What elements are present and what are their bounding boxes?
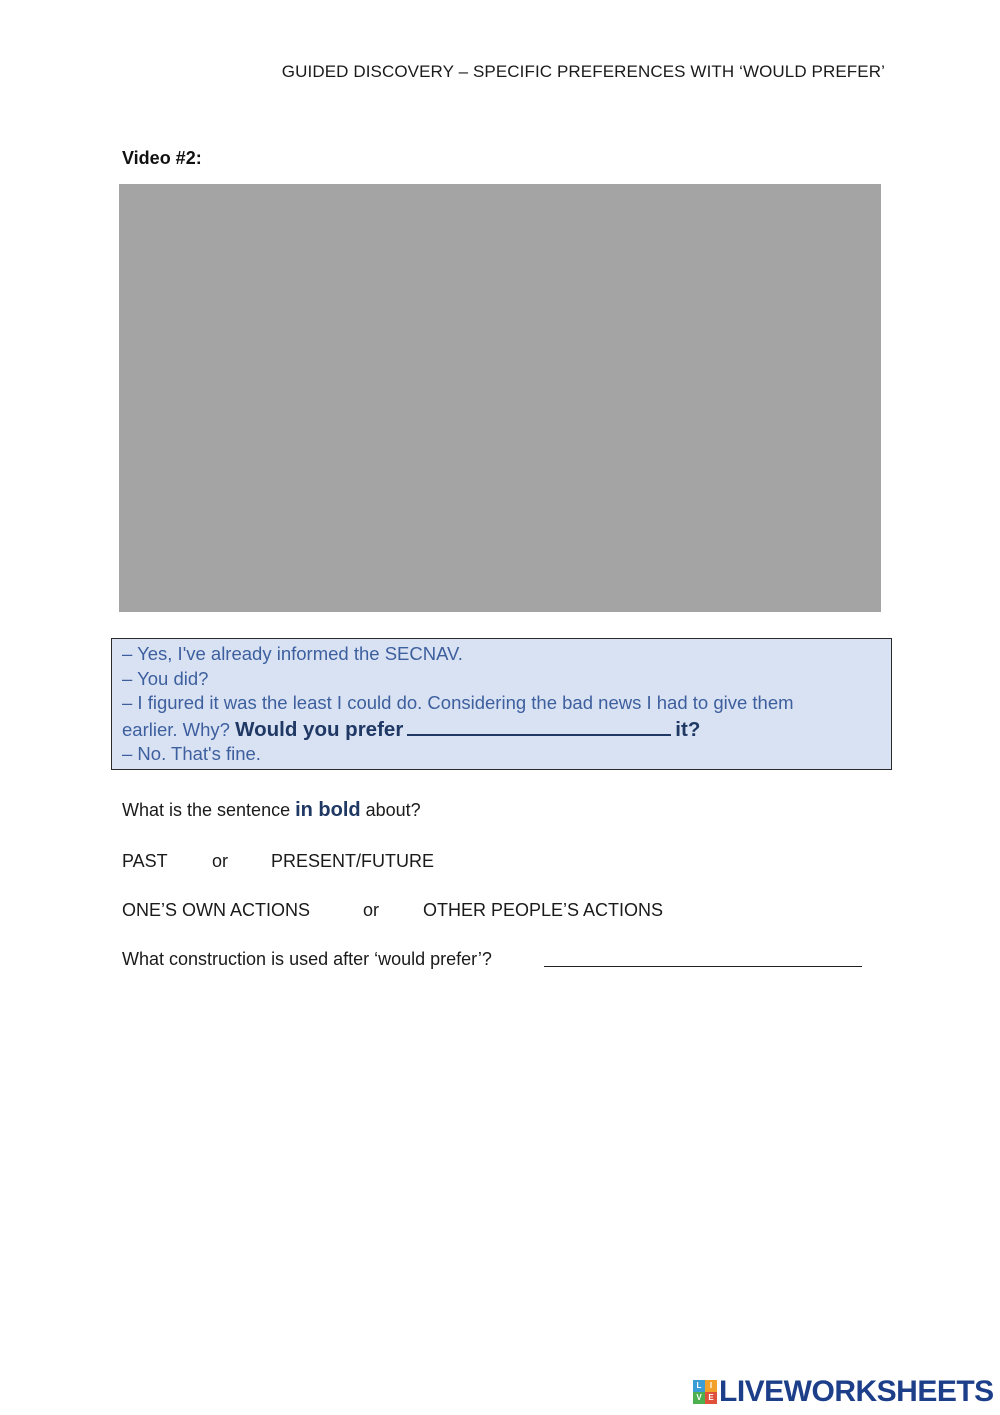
dialogue-line-with-gap — [122, 716, 881, 743]
question-emphasis: in bold — [295, 799, 361, 821]
dialogue-line: – No. That's fine. — [122, 743, 261, 764]
bold-question-start: Would you prefer — [235, 717, 404, 741]
option-present-future[interactable]: PRESENT/FUTURE — [271, 851, 435, 871]
or-label: or — [363, 900, 380, 920]
video-player[interactable] — [119, 184, 881, 612]
actions-choice-row — [0, 900, 1000, 924]
question-construction: What construction is used after ‘would prefer’? — [122, 949, 492, 969]
logo-mark-icon — [693, 1380, 717, 1404]
logo-letter: E — [705, 1392, 717, 1404]
dialogue-transcript-box — [111, 638, 892, 770]
option-other-actions[interactable]: OTHER PEOPLE’S ACTIONS — [423, 900, 664, 920]
question-text: What is the sentence — [122, 800, 296, 820]
option-past[interactable]: PAST — [122, 851, 168, 871]
logo-letter: V — [693, 1392, 705, 1404]
dialogue-line: – I figured it was the least I could do. Considering the bad news I had to give them — [122, 692, 794, 713]
option-own-actions[interactable]: ONE’S OWN ACTIONS — [122, 900, 311, 920]
fill-in-blank[interactable] — [407, 716, 671, 736]
video-label: Video #2: — [122, 148, 202, 168]
dialogue-line: – Yes, I've already informed the SECNAV. — [122, 643, 463, 664]
logo-text: LIVEWORKSHEETS — [719, 1375, 994, 1408]
question-text: about? — [360, 800, 421, 820]
question-bold-sentence — [122, 799, 421, 822]
or-label: or — [212, 851, 229, 871]
liveworksheets-logo — [693, 1376, 994, 1408]
page-header-title: GUIDED DISCOVERY – SPECIFIC PREFERENCES WITH ‘WOULD PREFER’ — [281, 62, 885, 81]
logo-letter: I — [705, 1380, 717, 1392]
dialogue-line: – You did? — [122, 667, 209, 689]
time-choice-row — [0, 851, 1000, 875]
answer-blank-line[interactable] — [544, 966, 862, 967]
logo-letter: L — [693, 1380, 705, 1392]
dialogue-text: earlier. Why? — [122, 718, 236, 740]
bold-question-end: it? — [675, 717, 701, 741]
